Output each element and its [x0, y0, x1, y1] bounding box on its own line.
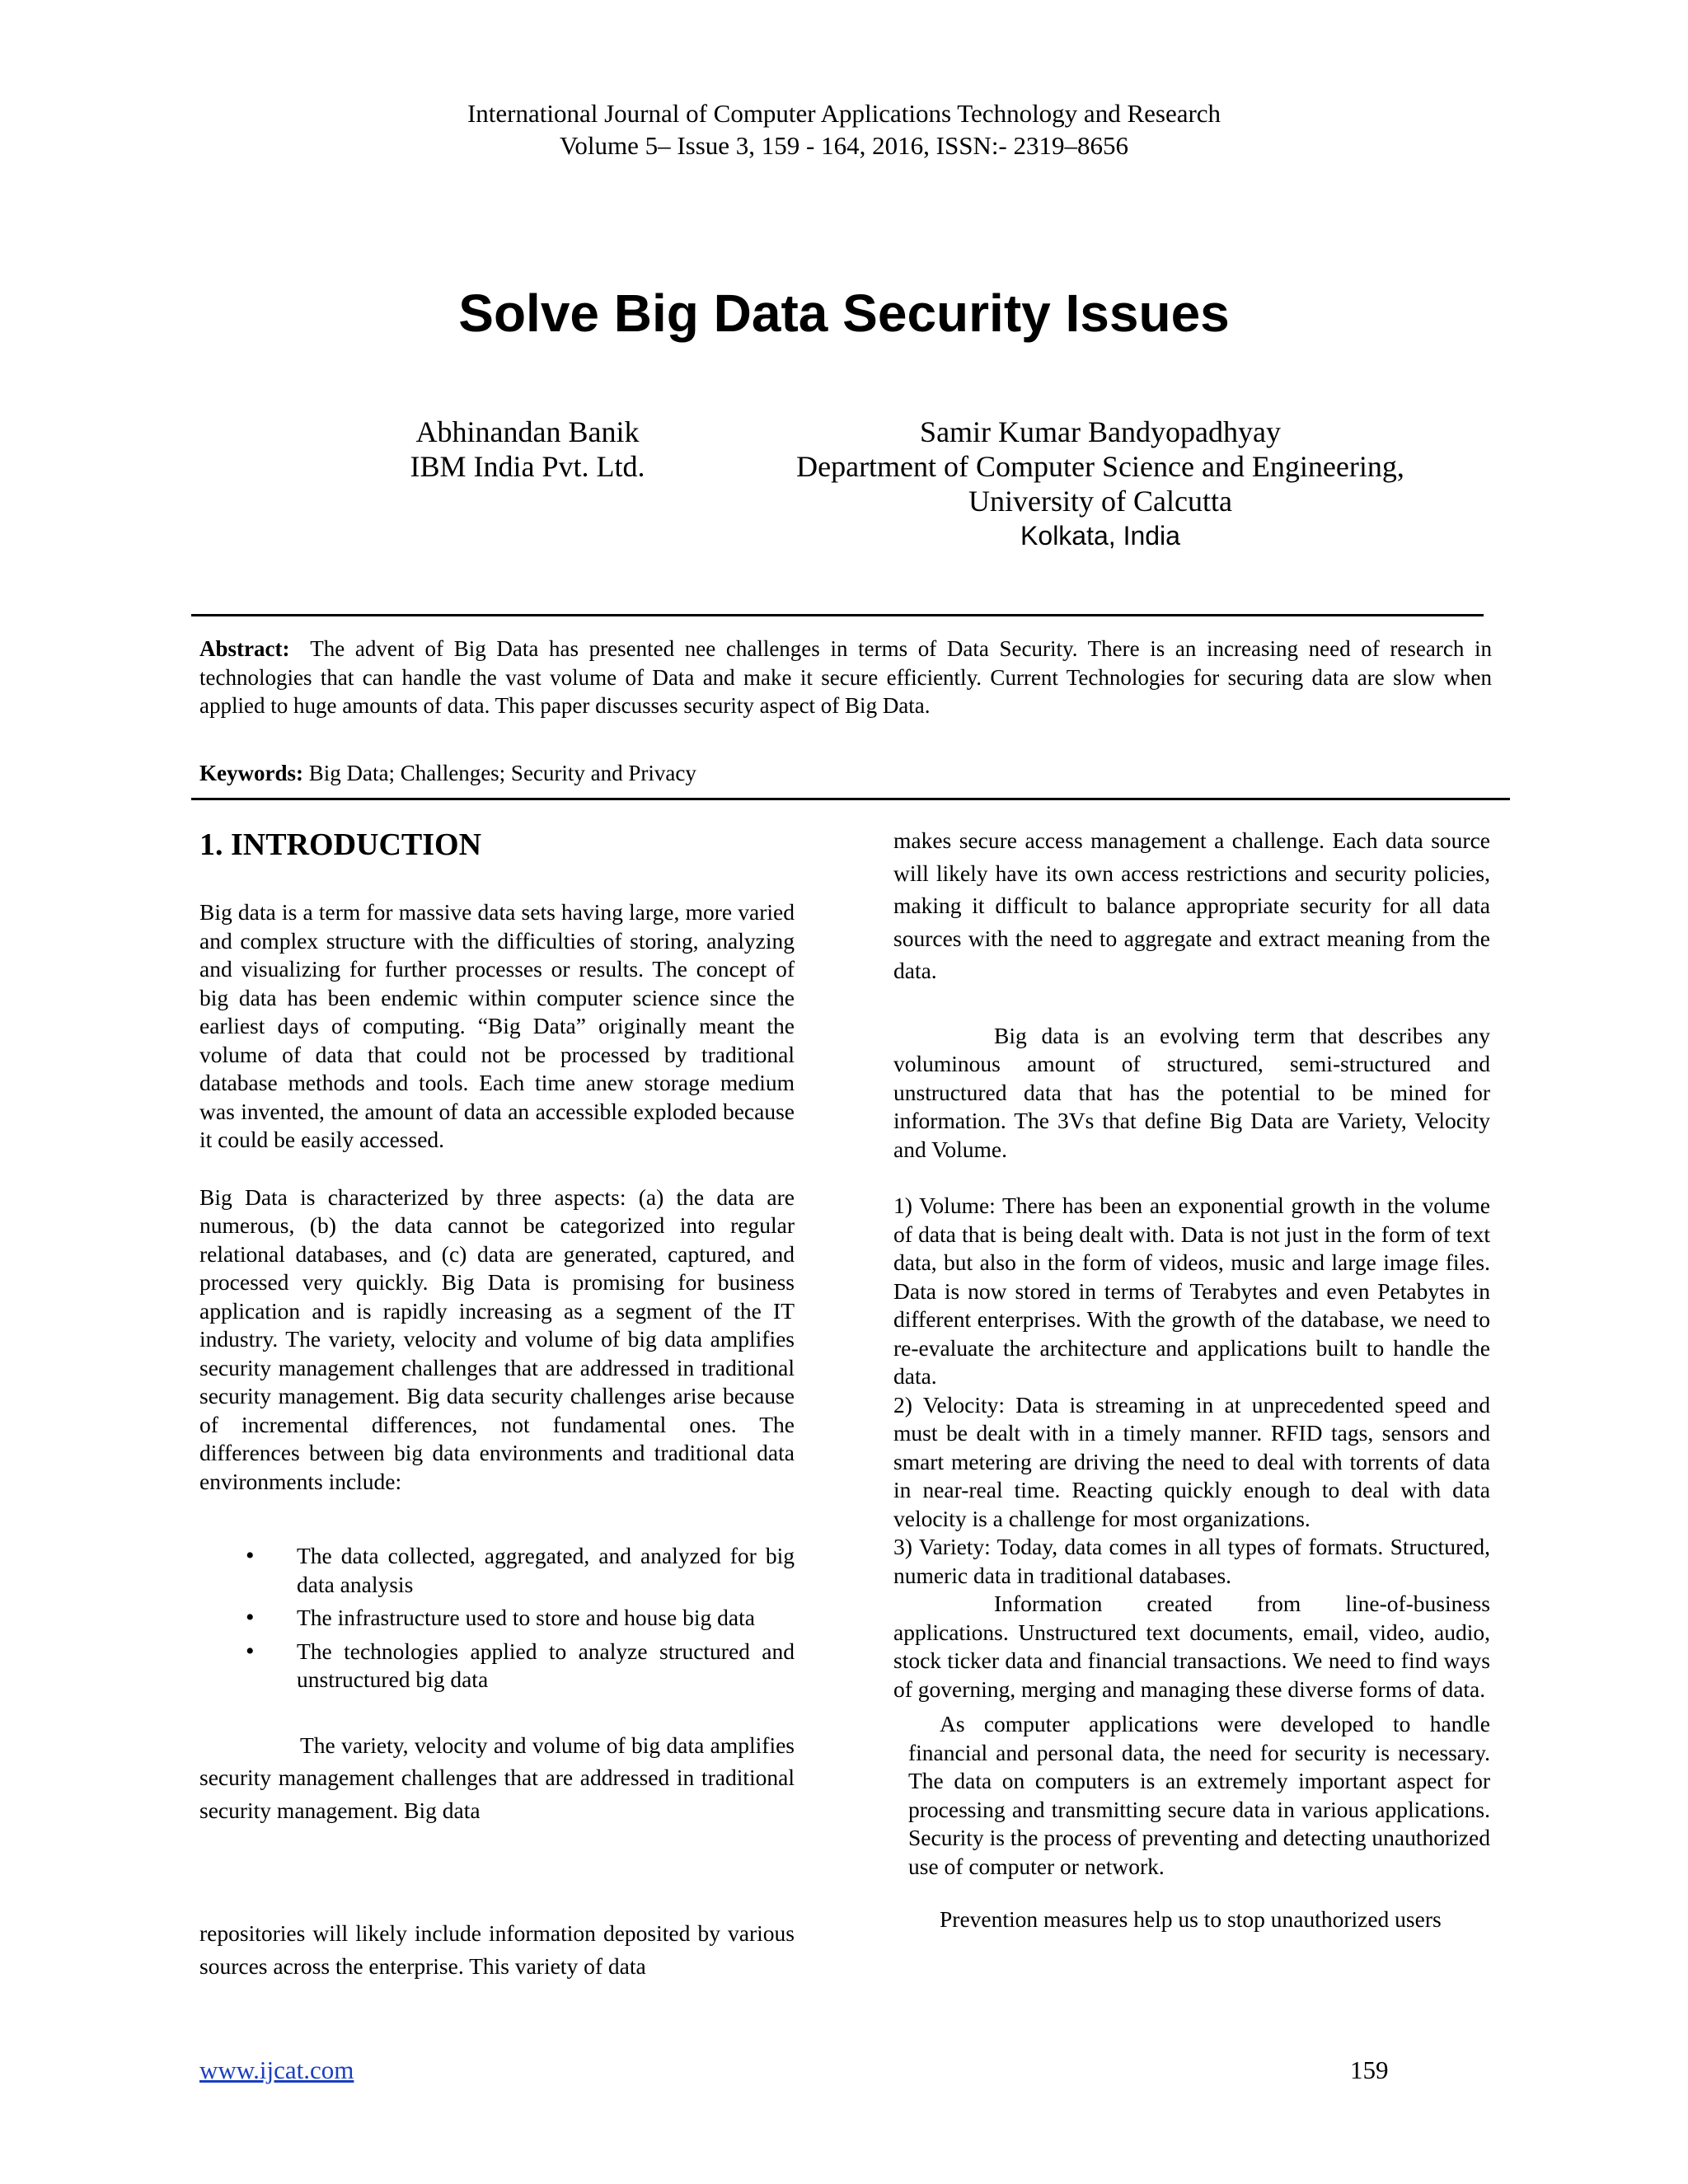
bullet-icon: •: [246, 1637, 255, 1665]
author-affiliation: IBM India Pvt. Ltd.: [410, 450, 645, 483]
right-column: [893, 824, 1490, 1934]
keywords: [199, 759, 1492, 787]
list-item: [199, 1604, 795, 1633]
author-name: Samir Kumar Bandyopadhyay: [920, 415, 1281, 448]
journal-website-link[interactable]: www.ijcat.com: [199, 2055, 354, 2084]
list-item-text: The data collected, aggregated, and analyzed for big data analysis: [297, 1543, 795, 1597]
author-city: Kolkata, India: [1020, 521, 1180, 551]
list-item: [199, 1542, 795, 1599]
keywords-bottom-rule: [191, 798, 1510, 800]
intro-paragraph-2: Big Data is characterized by three aspects: (a) the data are numerous, (b) the data cannot be categorized into regular relational databases, and (c) data are generated, captured, and processed very quickly. Big Data is promising for business application and is rapidly increasing as a segment of the IT industry. The variety, velocity and volume of big data amplifies security management challenges that are addressed in traditional security management. Big data security challenges arise because of incremental differences, not fundamental ones. The differences between big data environments and traditional data environments include:: [199, 1183, 795, 1494]
abstract-label: Abstract:: [199, 636, 290, 661]
right-paragraph-volume: 1) Volume: There has been an exponential growth in the volume of data that is being dealt with. Data is not just in the form of text data, but also in the form of videos, music and large image files. Data is now stored in terms of Terabytes and even Petabytes in different enterprises. With the growth of the database, we need to re-evaluate the architecture and applications built to handle the data.: [893, 1193, 1490, 1389]
author-block-1: [363, 415, 692, 484]
right-paragraph-security: As computer applications were developed to handle financial and personal data, the need for security is necessary. The data on computers is an extremely important aspect for processing and transmitting secure data in various applications. Security is the process of preventing and detecting unauthorized use of computer or network.: [908, 1711, 1490, 1879]
intro-paragraph-4: repositories will likely include information deposited by various sources across the enterprise. This variety of data: [199, 1920, 795, 1979]
section-heading-introduction: 1. INTRODUCTION: [199, 827, 482, 862]
abstract: [199, 635, 1492, 720]
right-paragraph-prevention: Prevention measures help us to stop unauthorized users: [940, 1906, 1442, 1932]
journal-header: [0, 97, 1688, 162]
journal-name: International Journal of Computer Applications Technology and Research: [467, 99, 1221, 128]
list-item: [199, 1638, 795, 1694]
author-name: Abhinandan Banik: [415, 415, 640, 448]
author-affiliation: Department of Computer Science and Engineering,: [796, 450, 1404, 483]
right-paragraph-1: makes secure access management a challenge. Each data source will likely have its own access restrictions and security policies, making it difficult to balance appropriate security for all data sources with the need to aggregate and extract meaning from the data.: [893, 827, 1490, 983]
intro-paragraph-1: Big data is a term for massive data sets having large, more varied and complex structure with the difficulties of storing, analyzing and visualizing for further processes or results. The concept of big data has been endemic within computer science since the earliest days of computing. “Big Data” originally meant the volume of data that could not be processed by traditional database methods and tools. Each time anew storage medium was invented, the amount of data an accessible exploded because it could be easily accessed.: [199, 899, 795, 1152]
differences-list: [199, 1542, 795, 1694]
author-affiliation-university: University of Calcutta: [968, 485, 1232, 518]
page-number: 159: [1350, 2055, 1389, 2084]
author-block-2: [742, 415, 1459, 553]
journal-volume-issue: Volume 5– Issue 3, 159 - 164, 2016, ISSN:- 2319–8656: [559, 131, 1129, 160]
paper-title: Solve Big Data Security Issues: [458, 284, 1230, 343]
right-paragraph-velocity: 2) Velocity: Data is streaming in at unprecedented speed and must be dealt with in a timely manner. RFID tags, sensors and smart metering are driving the need to deal with torrents of data in near-real time. Reacting quickly enough to deal with data velocity is a challenge for most organizations.: [893, 1391, 1490, 1531]
bullet-icon: •: [246, 1542, 255, 1569]
intro-paragraph-3: The variety, velocity and volume of big data amplifies security management challenges that are addressed in traditional security management. Big data: [199, 1732, 795, 1823]
abstract-top-rule: [191, 614, 1484, 616]
list-item-text: The technologies applied to analyze structured and unstructured big data: [297, 1638, 795, 1692]
right-paragraph-2: Big data is an evolving term that describes any voluminous amount of structured, semi-structured and unstructured data that has the potential to be mined for information. The 3Vs that define Big Data are Variety, Velocity and Volume.: [893, 1022, 1490, 1162]
keywords-label: Keywords:: [199, 761, 303, 785]
list-item-text: The infrastructure used to store and house big data: [297, 1605, 755, 1630]
left-column: [199, 824, 795, 1982]
right-paragraph-variety: 3) Variety: Today, data comes in all types of formats. Structured, numeric data in traditional databases.: [893, 1534, 1490, 1588]
abstract-text: The advent of Big Data has presented nee challenges in terms of Data Security. There is an increasing need of research in technologies that can handle the vast volume of Data and make it secure efficiently. Current Technologies for securing data are slow when applied to huge amounts of data. This paper discusses security aspect of Big Data.: [199, 636, 1492, 718]
keywords-text: Big Data; Challenges; Security and Privacy: [308, 761, 696, 785]
right-paragraph-information: Information created from line-of-business applications. Unstructured text documents, email, video, audio, stock ticker data and financial transactions. We need to find ways of governing, merging and managing these diverse forms of data.: [893, 1591, 1490, 1702]
bullet-icon: •: [246, 1604, 255, 1631]
